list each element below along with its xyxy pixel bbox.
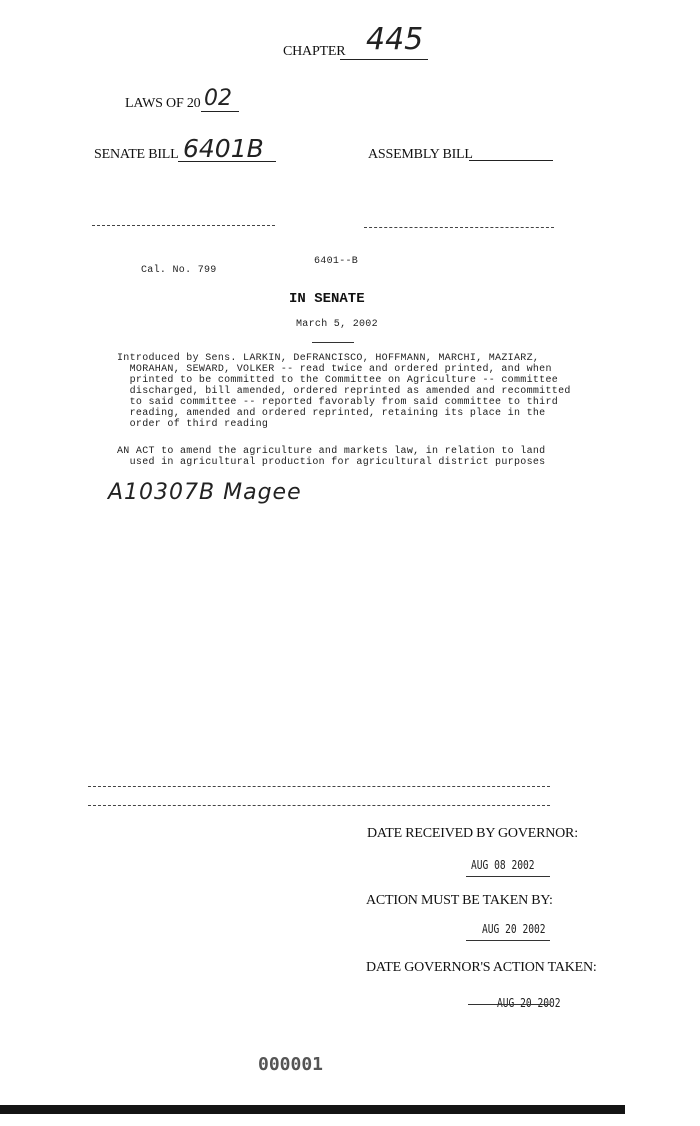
- bill-number: 6401--B: [314, 256, 359, 267]
- assembly-bill-label: ASSEMBLY BILL: [368, 147, 473, 162]
- action-taken-underline: [468, 1004, 550, 1005]
- senate-bill-number-handwritten: 6401B: [183, 134, 264, 163]
- laws-year-handwritten: 02: [204, 86, 232, 111]
- action-taken-label: DATE GOVERNOR'S ACTION TAKEN:: [366, 960, 597, 975]
- laws-label: LAWS OF 20: [125, 96, 201, 111]
- bill-date: March 5, 2002: [296, 319, 378, 330]
- date-received-label: DATE RECEIVED BY GOVERNOR:: [367, 826, 578, 841]
- action-taken-stamp: AUG 20 2002: [497, 996, 561, 1010]
- senate-bill-label: SENATE BILL: [94, 147, 179, 162]
- chapter-label: CHAPTER: [283, 44, 346, 59]
- chapter-number-handwritten: 445: [366, 22, 424, 57]
- date-received-stamp: AUG 08 2002: [471, 858, 535, 872]
- house-heading: IN SENATE: [289, 291, 365, 307]
- sponsor-line-right: [364, 227, 554, 228]
- assembly-bill-underline: [469, 159, 553, 161]
- chapter-underline: [340, 58, 428, 60]
- sponsor-line-left: [92, 225, 275, 226]
- action-by-label: ACTION MUST BE TAKEN BY:: [366, 893, 553, 908]
- act-title: AN ACT to amend the agriculture and markets law, in relation to land used in agricultural production for agricultural district purposes: [117, 446, 546, 468]
- separator-line-1: [88, 786, 550, 787]
- date-received-underline: [466, 876, 550, 877]
- introduction-text: Introduced by Sens. LARKIN, DeFRANCISCO, HOFFMANN, MARCHI, MAZIARZ, MORAHAN, SEWARD, VOLKER -- read twice and ordered printed, and when printed to be committed to the Committee on Agriculture -- committee discharged, bill amended, ordered reprinted as amended and recommitted to said committee -- reported favorably from said committee to third reading, amended and ordered reprinted, retaining its place in the order of third reading: [117, 353, 571, 430]
- date-rule: [312, 342, 354, 343]
- page-number: 000001: [258, 1054, 324, 1075]
- action-by-stamp: AUG 20 2002: [482, 922, 546, 936]
- calendar-number: Cal. No. 799: [141, 265, 217, 276]
- separator-line-2: [88, 805, 550, 806]
- scan-edge-bar: [0, 1105, 625, 1114]
- handwritten-note: A10307B Magee: [108, 480, 302, 505]
- action-by-underline: [466, 940, 550, 941]
